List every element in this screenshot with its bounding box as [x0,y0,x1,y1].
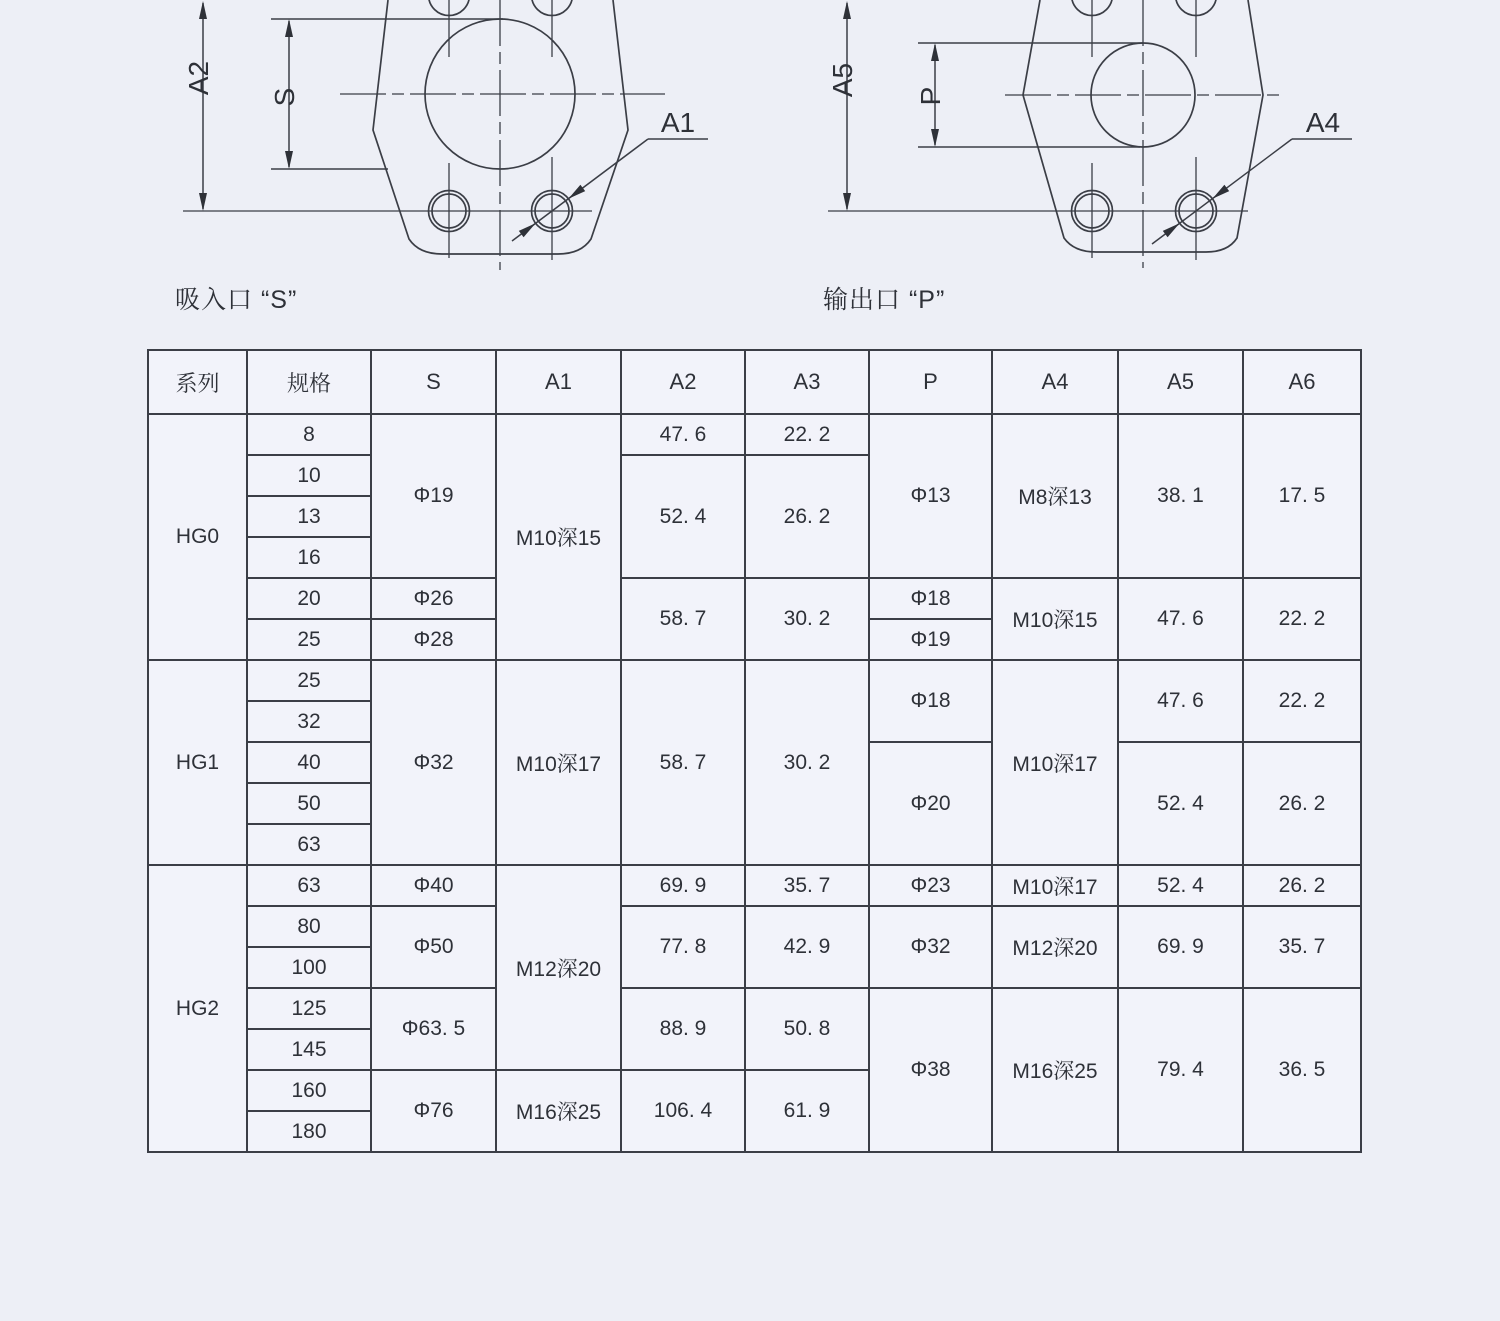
table-cell: 42. 9 [745,906,869,988]
table-cell: 26. 2 [1243,742,1361,865]
table-cell: 50 [247,783,371,824]
table-cell: HG1 [148,660,247,865]
table-cell: 47. 6 [1118,660,1243,742]
dim-arrow-down [843,193,851,211]
table-cell: Φ63. 5 [371,988,496,1070]
table-cell: 36. 5 [1243,988,1361,1152]
leader-arrow [519,223,536,237]
table-row [148,660,1361,701]
table-cell: Φ28 [371,619,496,660]
table-cell: Φ18 [869,578,992,619]
table-cell: M16深25 [992,988,1118,1152]
table-cell: Φ50 [371,906,496,988]
table-row [148,988,1361,1029]
table-cell: 30. 2 [745,578,869,660]
dim-arrow-down [199,193,207,211]
table-cell: HG0 [148,414,247,660]
table-cell: 16 [247,537,371,578]
table-cell: 8 [247,414,371,455]
table-cell: 25 [247,660,371,701]
table-cell: M10深15 [992,578,1118,660]
flange-drawings [0,0,1500,272]
table-cell: 80 [247,906,371,947]
col-header: 规格 [247,350,371,414]
table-cell: 50. 8 [745,988,869,1070]
col-header: A3 [745,350,869,414]
dim-arrow-up [843,1,851,19]
table-cell: 30. 2 [745,660,869,865]
table-cell: Φ38 [869,988,992,1152]
table-cell: 20 [247,578,371,619]
table-cell: M8深13 [992,414,1118,578]
table-cell: 40 [247,742,371,783]
table-cell: 88. 9 [621,988,745,1070]
dim-arrow-up [931,43,939,61]
table-body [148,414,1361,1152]
dim-arrow-up [199,1,207,19]
table-cell: M16深25 [496,1070,621,1152]
leader-arrow [1212,185,1229,199]
table-cell: 180 [247,1111,371,1152]
table-cell: 160 [247,1070,371,1111]
leader-label-a1: A1 [660,107,696,138]
table-cell: M10深17 [992,865,1118,906]
table-cell: M10深17 [992,660,1118,865]
leader-arrow [568,185,585,199]
table-cell: Φ32 [371,660,496,865]
col-header: 系列 [148,350,247,414]
table-cell: 69. 9 [1118,906,1243,988]
dimension-table [147,349,1362,1153]
dim-label-s: S [269,87,300,107]
dim-label-p: P [915,86,946,106]
table-cell: 52. 4 [1118,865,1243,906]
table-cell: Φ18 [869,660,992,742]
table-cell: M12深20 [992,906,1118,988]
col-header: A4 [992,350,1118,414]
dim-label-a5: A5 [827,62,858,98]
table-cell: M12深20 [496,865,621,1070]
table-cell: M10深17 [496,660,621,865]
dim-arrow-down [285,151,293,169]
table-cell: 125 [247,988,371,1029]
table-cell: 22. 2 [1243,578,1361,660]
table-cell: 35. 7 [1243,906,1361,988]
table-cell: 32 [247,701,371,742]
table-row [148,414,1361,455]
output-port-caption: 输出口 “P” [823,286,946,314]
col-header: A1 [496,350,621,414]
output-port-diagram [827,0,1352,268]
table-cell: Φ23 [869,865,992,906]
suction-port-diagram [183,0,708,270]
table-cell: Φ19 [869,619,992,660]
table-cell: 63 [247,865,371,906]
table-cell: Φ20 [869,742,992,865]
table-cell: 61. 9 [745,1070,869,1152]
table-cell: M10深15 [496,414,621,660]
table-cell: 38. 1 [1118,414,1243,578]
table-cell: 35. 7 [745,865,869,906]
table-cell: 17. 5 [1243,414,1361,578]
col-header: S [371,350,496,414]
table-cell: Φ26 [371,578,496,619]
table-cell: 69. 9 [621,865,745,906]
dim-arrow-up [285,19,293,37]
col-header: A2 [621,350,745,414]
table-cell: 26. 2 [745,455,869,578]
table-cell: 25 [247,619,371,660]
table-row [148,578,1361,619]
table-cell: 58. 7 [621,660,745,865]
table-cell: Φ76 [371,1070,496,1152]
leader-arrow [1163,223,1180,237]
table-cell: HG2 [148,865,247,1152]
col-header: P [869,350,992,414]
table-cell: 13 [247,496,371,537]
table-cell: Φ13 [869,414,992,578]
table-cell: 47. 6 [1118,578,1243,660]
dim-label-a2: A2 [183,60,214,96]
table-cell: 22. 2 [1243,660,1361,742]
table-row [148,906,1361,947]
table-cell: 47. 6 [621,414,745,455]
table-row [148,865,1361,906]
table-cell: 22. 2 [745,414,869,455]
table-cell: Φ19 [371,414,496,578]
table-cell: 63 [247,824,371,865]
suction-port-caption: 吸入口 “S” [175,286,298,314]
table-cell: Φ32 [869,906,992,988]
col-header: A5 [1118,350,1243,414]
table-cell: 58. 7 [621,578,745,660]
dim-arrow-down [931,129,939,147]
table-cell: 100 [247,947,371,988]
col-header: A6 [1243,350,1361,414]
table-cell: 52. 4 [1118,742,1243,865]
table-head-row [148,350,1361,414]
table-cell: 77. 8 [621,906,745,988]
table-cell: 10 [247,455,371,496]
table-cell: 52. 4 [621,455,745,578]
table-cell: 79. 4 [1118,988,1243,1152]
table-cell: 26. 2 [1243,865,1361,906]
table-cell: Φ40 [371,865,496,906]
table-cell: 145 [247,1029,371,1070]
table-cell: 106. 4 [621,1070,745,1152]
leader-label-a4: A4 [1305,107,1341,138]
